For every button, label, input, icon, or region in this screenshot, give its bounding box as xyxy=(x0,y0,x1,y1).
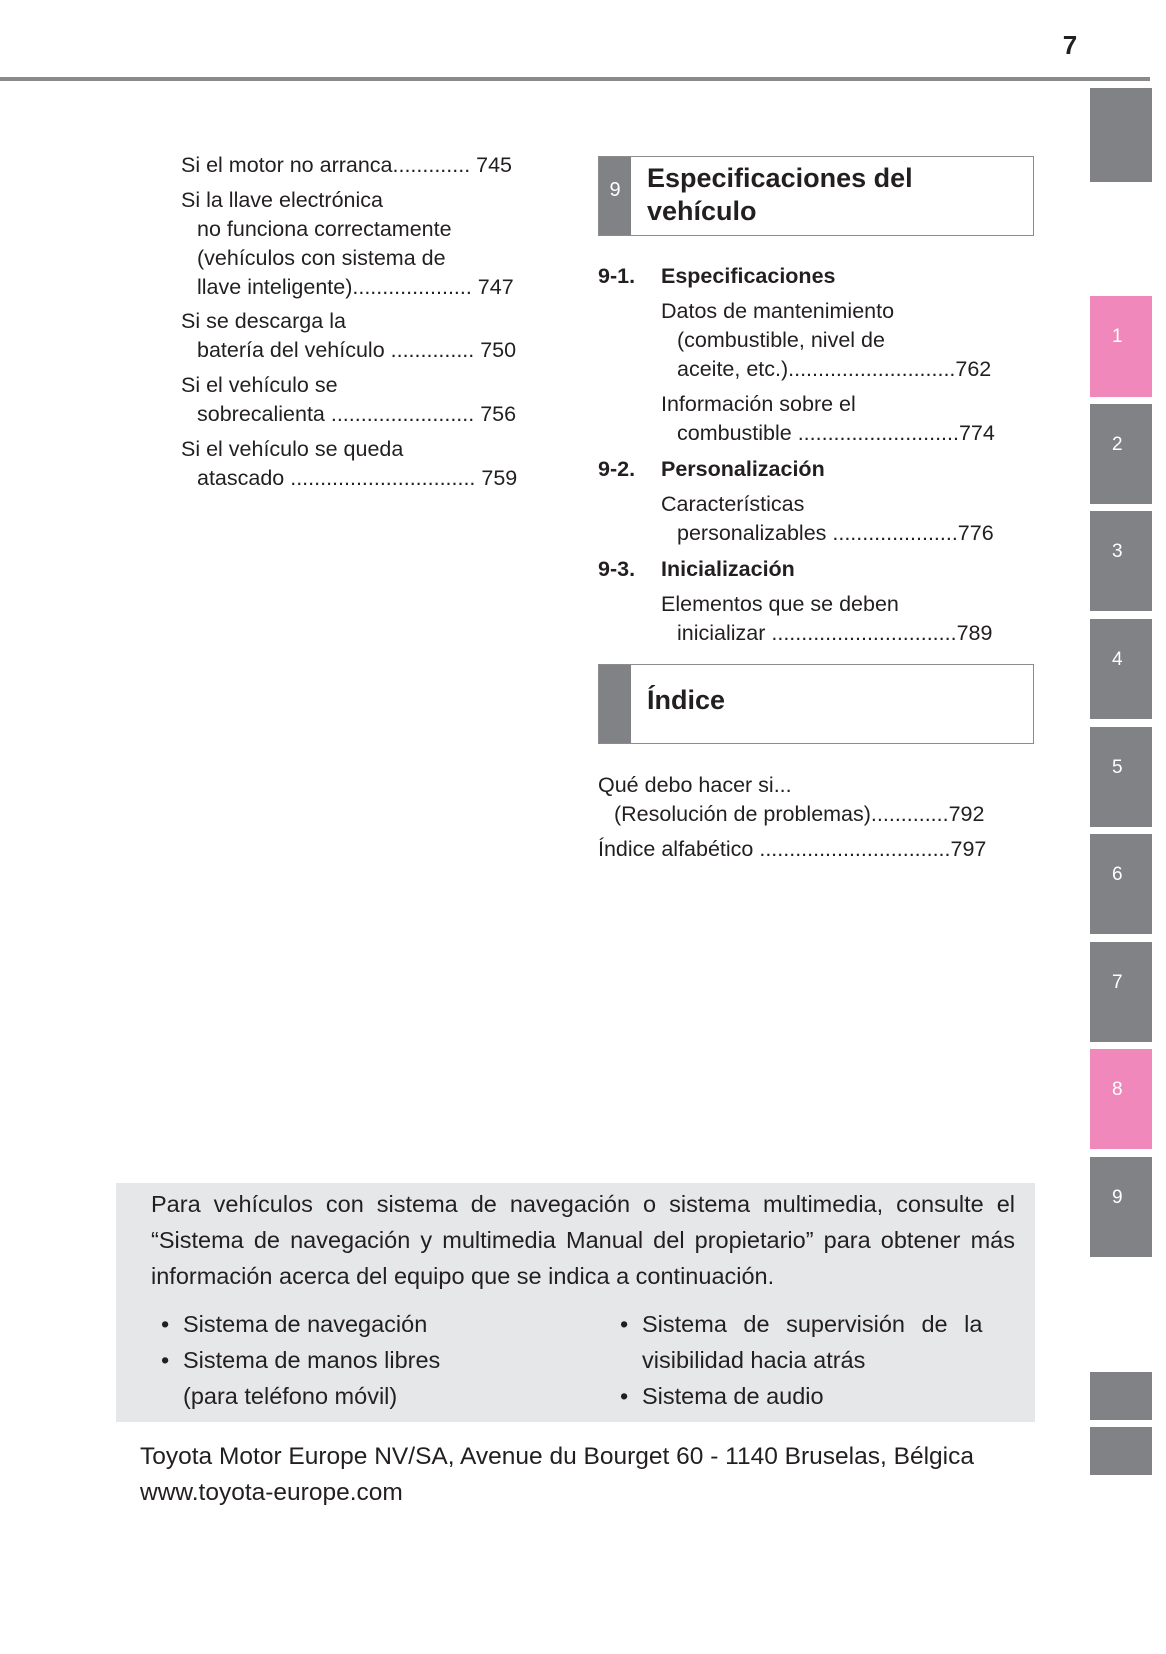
toc-entry[interactable] xyxy=(661,490,994,548)
toc-entry[interactable] xyxy=(661,297,991,384)
list-item-line: visibilidad hacia atrás xyxy=(642,1347,866,1373)
side-tab-blank[interactable] xyxy=(1090,1372,1152,1420)
list-item xyxy=(159,1306,559,1342)
subsection-title: Inicialización xyxy=(661,557,795,581)
section-9-header xyxy=(598,156,1034,236)
side-tab-6[interactable] xyxy=(1090,834,1152,934)
subsection-code: 9-1. xyxy=(598,264,636,288)
toc-line: batería del vehículo .............. 750 xyxy=(197,338,517,362)
toc-line: no funciona correctamente xyxy=(197,217,452,241)
side-tab-blank[interactable] xyxy=(1090,1427,1152,1475)
side-tab-label: 1 xyxy=(1112,326,1123,347)
side-tab-2[interactable] xyxy=(1090,404,1152,504)
toc-line: (combustible, nivel de xyxy=(677,328,885,352)
list-item-line: (para teléfono móvil) xyxy=(183,1383,398,1409)
list-item-line: Sistema de audio xyxy=(642,1383,824,1409)
side-tab-label: 3 xyxy=(1112,541,1123,562)
footer xyxy=(140,1439,974,1511)
subsection-heading[interactable] xyxy=(598,262,835,291)
section-title-line: vehículo xyxy=(647,196,757,226)
toc-line: (Resolución de problemas).............792 xyxy=(614,802,985,826)
toc-line: Qué debo hacer si... xyxy=(598,773,792,797)
toc-line: atascado ............................... 759 xyxy=(197,466,518,490)
index-header xyxy=(598,664,1034,744)
toc-line: aceite, etc.)............................762 xyxy=(677,357,992,381)
toc-entry[interactable] xyxy=(661,390,995,448)
toc-line: Elementos que se deben xyxy=(661,592,899,616)
list-item-line: • Sistema de supervisión de la xyxy=(642,1311,983,1337)
toc-line: Si se descarga la xyxy=(181,309,346,333)
list-item xyxy=(159,1342,559,1414)
toc-entry[interactable] xyxy=(181,151,512,180)
section-number: 9 xyxy=(609,179,621,201)
toc-entry[interactable] xyxy=(181,371,516,429)
subsection-heading[interactable] xyxy=(598,455,825,484)
toc-line: Información sobre el xyxy=(661,392,856,416)
side-tab-label: 5 xyxy=(1112,757,1123,778)
toc-line: Datos de mantenimiento xyxy=(661,299,895,323)
toc-entry[interactable] xyxy=(181,435,517,493)
side-tab-4[interactable] xyxy=(1090,619,1152,719)
side-tab-label: 8 xyxy=(1112,1079,1123,1100)
subsection-title: Personalización xyxy=(661,457,825,481)
toc-line: Si el vehículo se xyxy=(181,373,338,397)
info-paragraph: Para vehículos con sistema de navegación o sistema multimedia, consulte el “Sistema de navegación y multimedia Manual del propietario” para obtener más información acerca del equipo que se indica a continuación. xyxy=(151,1191,1015,1289)
toc-line: Si el motor no arranca............. 745 xyxy=(181,153,513,177)
toc-line: combustible ...........................774 xyxy=(677,421,995,445)
toc-line: Índice alfabético ................................797 xyxy=(598,837,987,861)
toc-line: Si la llave electrónica xyxy=(181,188,383,212)
section-title-line: Especificaciones del xyxy=(647,163,913,193)
side-tab-1[interactable] xyxy=(1090,296,1152,397)
toc-line: (vehículos con sistema de xyxy=(197,246,446,270)
bullet-list-left xyxy=(159,1306,559,1414)
side-tab-5[interactable] xyxy=(1090,727,1152,827)
side-tab-label: 4 xyxy=(1112,649,1123,670)
toc-entry[interactable] xyxy=(598,835,986,864)
section-title xyxy=(647,162,913,228)
side-tab-label: 9 xyxy=(1112,1187,1123,1208)
list-item-line: Sistema de navegación xyxy=(183,1311,428,1337)
toc-entry[interactable] xyxy=(181,307,516,365)
footer-website[interactable]: www.toyota-europe.com xyxy=(140,1479,403,1506)
list-item xyxy=(618,1306,1016,1378)
toc-line: Si el vehículo se queda xyxy=(181,437,404,461)
side-tab-label: 7 xyxy=(1112,972,1123,993)
side-tab-7[interactable] xyxy=(1090,942,1152,1042)
side-tab-blank[interactable] xyxy=(1090,88,1152,182)
index-title: Índice xyxy=(647,685,726,715)
page-number: 7 xyxy=(1062,30,1078,60)
bullet-list-right xyxy=(618,1306,1016,1414)
toc-entry[interactable] xyxy=(661,590,992,648)
side-tab-3[interactable] xyxy=(1090,511,1152,611)
toc-entry[interactable] xyxy=(181,186,514,302)
side-tab-9[interactable] xyxy=(1090,1157,1152,1257)
toc-line: llave inteligente).................... 747 xyxy=(197,275,514,299)
side-tab-label: 6 xyxy=(1112,864,1123,885)
toc-line: personalizables .....................776 xyxy=(677,521,994,545)
header-rule xyxy=(0,77,1150,81)
list-item xyxy=(618,1378,1016,1414)
subsection-code: 9-3. xyxy=(598,557,636,581)
toc-line: Características xyxy=(661,492,805,516)
subsection-code: 9-2. xyxy=(598,457,636,481)
section-number-bar xyxy=(599,157,631,235)
toc-line: inicializar ...............................789 xyxy=(677,621,993,645)
side-tab-8[interactable] xyxy=(1090,1049,1152,1149)
subsection-title: Especificaciones xyxy=(661,264,836,288)
toc-line: sobrecalienta ........................ 756 xyxy=(197,402,517,426)
index-bar xyxy=(599,665,631,743)
footer-address: Toyota Motor Europe NV/SA, Avenue du Bourget 60 - 1140 Bruselas, Bélgica xyxy=(140,1443,974,1470)
list-item-line: • Sistema de manos libres xyxy=(183,1347,441,1373)
toc-entry[interactable] xyxy=(598,771,984,829)
side-tab-label: 2 xyxy=(1112,434,1123,455)
subsection-heading[interactable] xyxy=(598,555,795,584)
